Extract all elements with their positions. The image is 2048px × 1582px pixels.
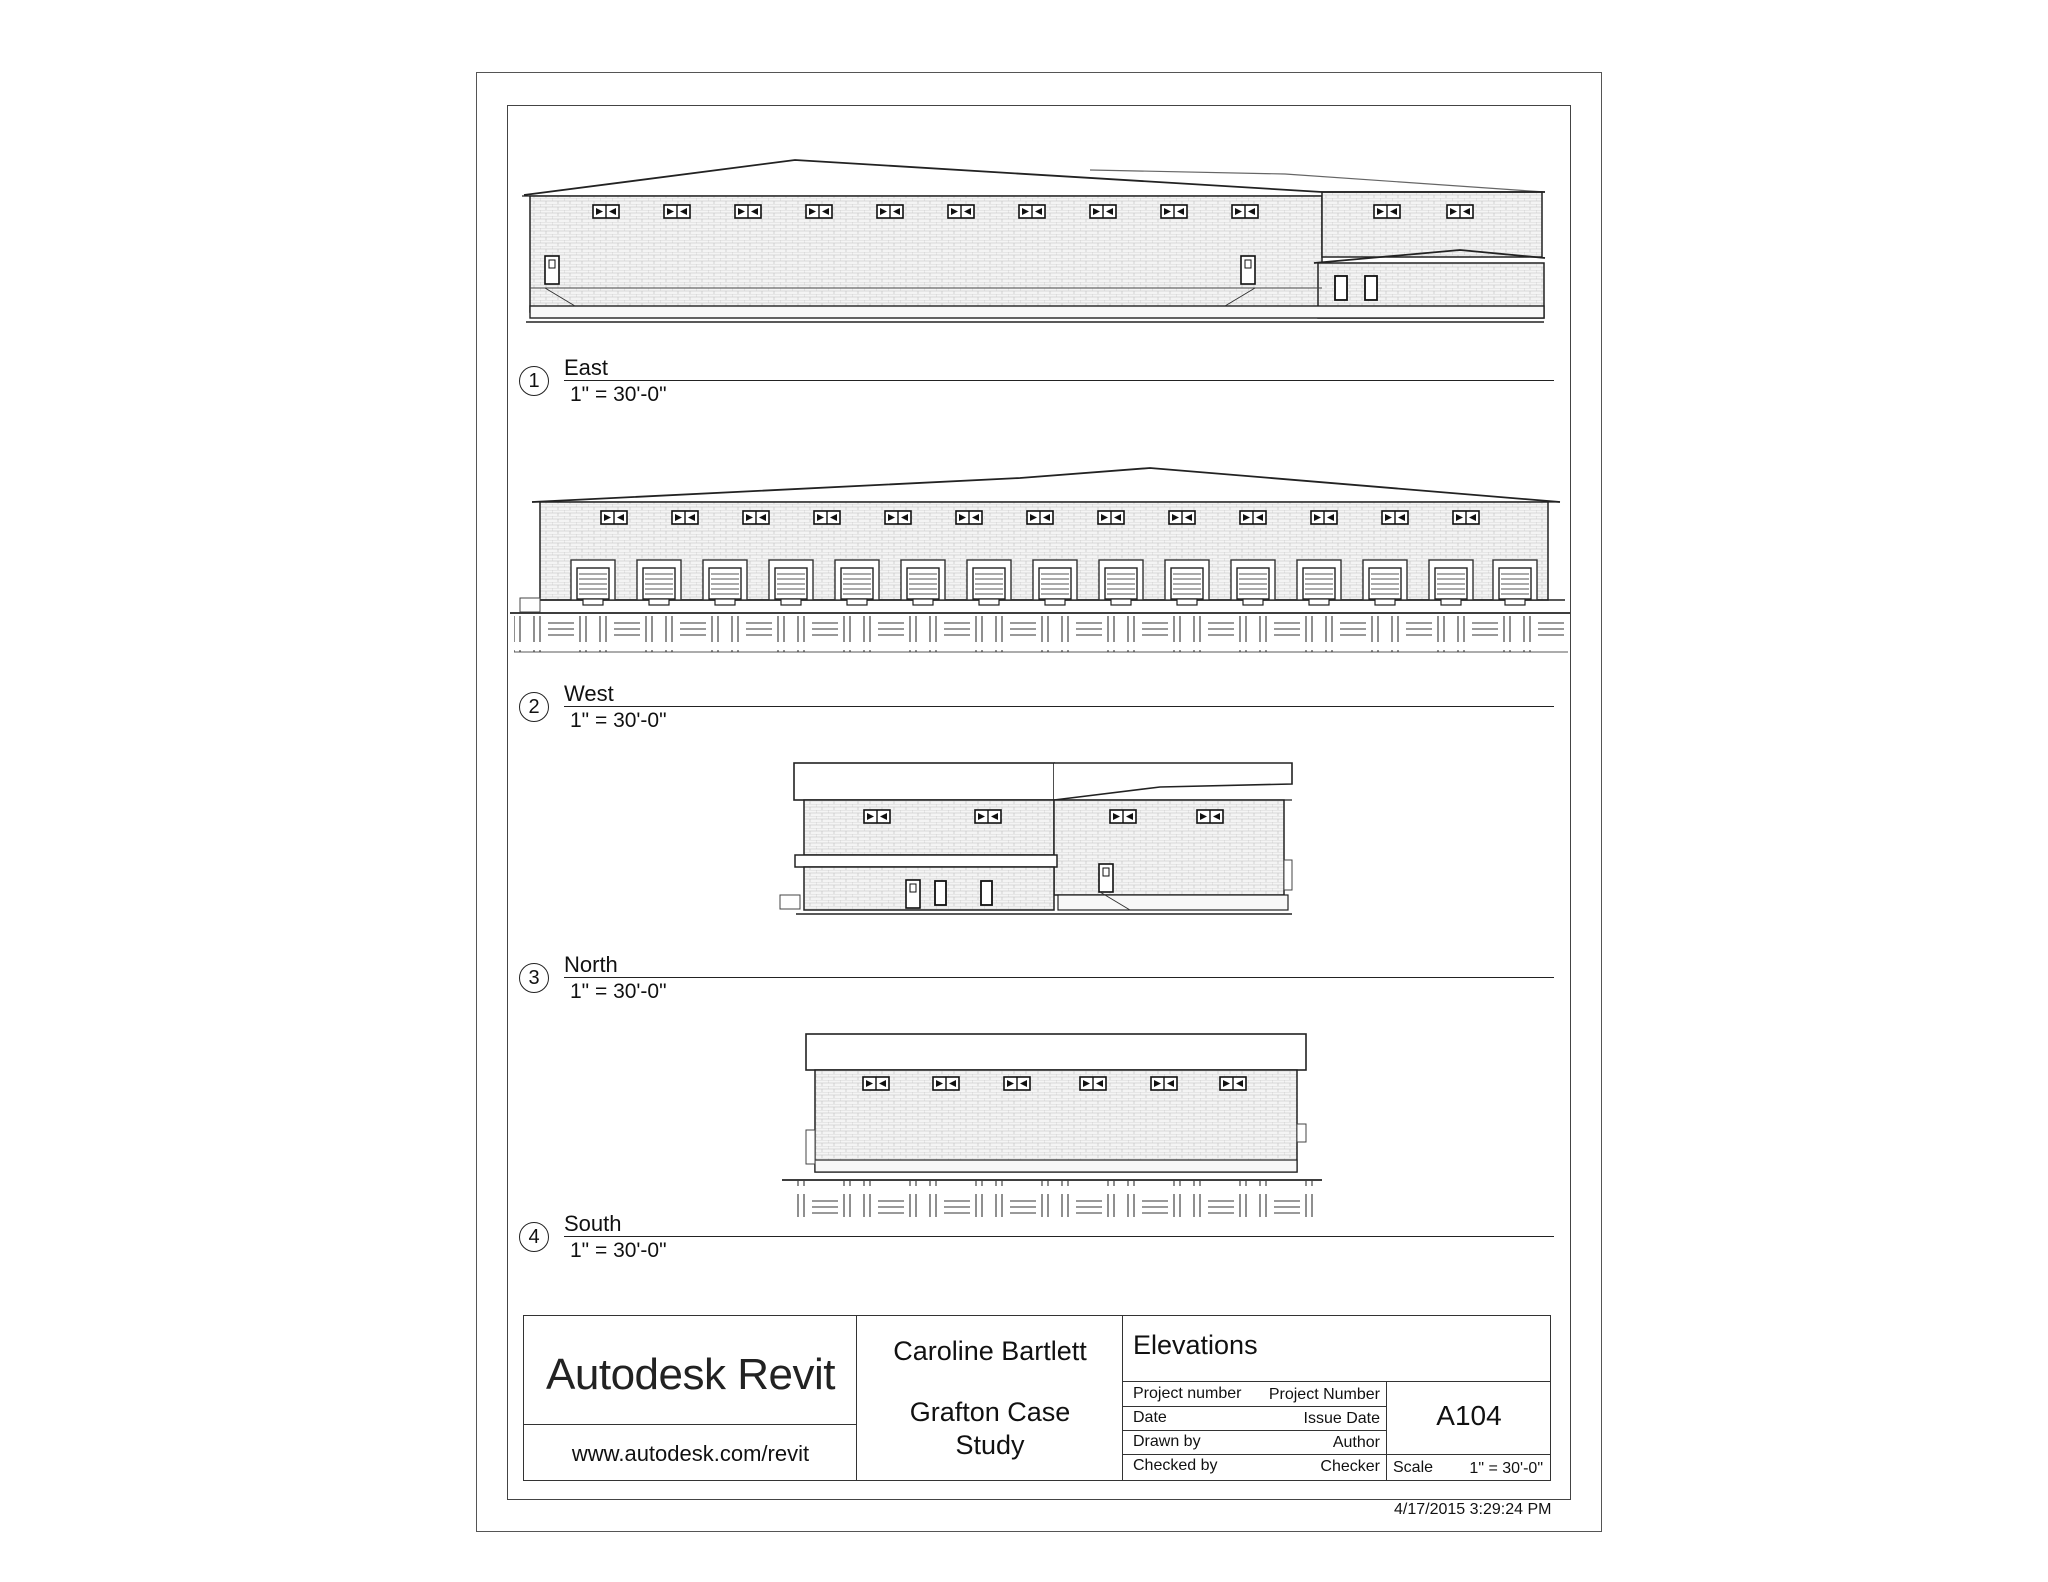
view-number: 2 [519, 692, 549, 722]
north-elevation [780, 763, 1292, 914]
south-elevation [782, 1034, 1322, 1217]
website-url: www.autodesk.com/revit [571, 1441, 810, 1466]
row-value: Project Number [1268, 1386, 1380, 1403]
scale-value: 1" = 30'-0" [1469, 1460, 1543, 1477]
autodesk-revit-logo: Autodesk Revit [546, 1350, 835, 1399]
date-row [1123, 1406, 1386, 1431]
sheet-number-cell [1386, 1382, 1550, 1480]
view-name: West [564, 681, 614, 706]
view-scale: 1" = 30'-0" [570, 1239, 667, 1262]
view-label-south [519, 1212, 1554, 1262]
west-elevation [510, 468, 1570, 652]
sheet-number: A104 [1436, 1400, 1502, 1431]
row-value: Author [1332, 1434, 1380, 1451]
view-title-line [564, 977, 1554, 978]
view-scale: 1" = 30'-0" [570, 709, 667, 732]
view-name: East [564, 355, 609, 380]
url-cell [524, 1425, 857, 1480]
logo-cell [524, 1316, 857, 1425]
view-number: 1 [519, 366, 549, 396]
sheet-title: Elevations [1133, 1330, 1258, 1360]
checked-by-row [1123, 1454, 1386, 1478]
scale-label: Scale [1393, 1459, 1434, 1476]
view-title-line [564, 706, 1554, 707]
view-title-line [564, 380, 1554, 381]
row-label: Checked by [1133, 1457, 1218, 1474]
row-value: Checker [1320, 1458, 1380, 1475]
view-label-west [519, 682, 1554, 732]
view-name: North [564, 952, 618, 977]
owner-name: Caroline Bartlett [893, 1336, 1087, 1366]
print-timestamp: 4/17/2015 3:29:24 PM [1394, 1501, 1552, 1518]
view-scale: 1" = 30'-0" [570, 980, 667, 1003]
project-name: Grafton Case Study [909, 1397, 1071, 1460]
title-block [523, 1315, 1551, 1481]
row-value: Issue Date [1303, 1410, 1380, 1427]
view-scale: 1" = 30'-0" [570, 383, 667, 406]
view-title-line [564, 1236, 1554, 1237]
view-number: 3 [519, 963, 549, 993]
east-elevation [522, 160, 1545, 322]
row-label: Drawn by [1133, 1433, 1201, 1450]
view-label-north [519, 953, 1554, 1003]
scale-row [1387, 1454, 1551, 1481]
drawn-by-row [1123, 1430, 1386, 1455]
view-name: South [564, 1211, 622, 1236]
view-number: 4 [519, 1222, 549, 1252]
project-number-row [1123, 1382, 1386, 1407]
row-label: Project number [1133, 1385, 1242, 1402]
client-cell [857, 1316, 1123, 1480]
row-label: Date [1133, 1409, 1167, 1426]
sheet-title-cell [1123, 1316, 1550, 1382]
view-label-east [519, 356, 1554, 406]
